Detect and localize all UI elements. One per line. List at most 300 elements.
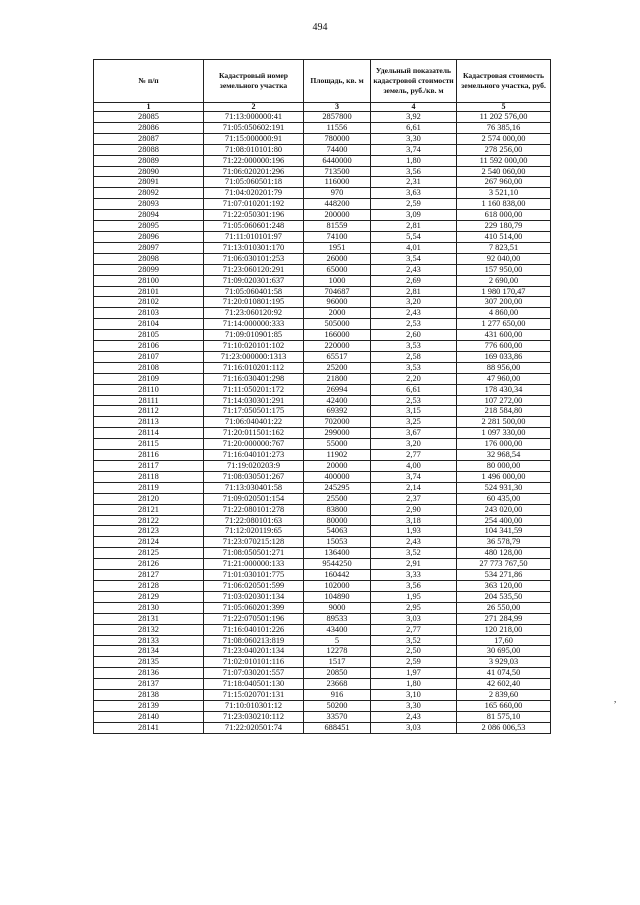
table-row <box>94 439 551 450</box>
cell-specific-value: 3,54 <box>371 253 457 264</box>
cell-cadastral-value: 307 200,00 <box>457 297 551 308</box>
cell-specific-value: 1,80 <box>371 679 457 690</box>
cell-specific-value: 2,59 <box>371 199 457 210</box>
cell-specific-value: 3,53 <box>371 362 457 373</box>
cell-row-number: 28140 <box>94 711 204 722</box>
cell-row-number: 28113 <box>94 417 204 428</box>
cell-specific-value: 3,18 <box>371 515 457 526</box>
header-row-number: № п/п <box>94 60 204 103</box>
cell-cadastral-number: 71:19:020203:9 <box>204 461 304 472</box>
cell-cadastral-number: 71:22:050301:196 <box>204 210 304 221</box>
table-row <box>94 122 551 133</box>
cell-cadastral-value: 1 496 000,00 <box>457 471 551 482</box>
cell-area: 9544250 <box>304 559 371 570</box>
cell-row-number: 28139 <box>94 700 204 711</box>
cell-cadastral-value: 3 521,10 <box>457 188 551 199</box>
cell-specific-value: 2,43 <box>371 537 457 548</box>
table-row <box>94 711 551 722</box>
column-number-5: 5 <box>457 103 551 112</box>
cell-row-number: 28122 <box>94 515 204 526</box>
cell-specific-value: 1,95 <box>371 591 457 602</box>
cell-specific-value: 3,15 <box>371 406 457 417</box>
cell-row-number: 28085 <box>94 112 204 123</box>
cell-row-number: 28115 <box>94 439 204 450</box>
cell-row-number: 28098 <box>94 253 204 264</box>
cell-cadastral-number: 71:09:020501:154 <box>204 493 304 504</box>
cell-specific-value: 3,03 <box>371 613 457 624</box>
cell-row-number: 28120 <box>94 493 204 504</box>
cell-area: 780000 <box>304 133 371 144</box>
cell-cadastral-value: 7 823,51 <box>457 242 551 253</box>
cell-cadastral-number: 71:22:080101:278 <box>204 504 304 515</box>
cell-row-number: 28086 <box>94 122 204 133</box>
table-row <box>94 253 551 264</box>
cell-specific-value: 3,53 <box>371 341 457 352</box>
cell-cadastral-value: 267 960,00 <box>457 177 551 188</box>
cell-area: 80000 <box>304 515 371 526</box>
cell-area: 26994 <box>304 384 371 395</box>
cell-cadastral-value: 218 584,80 <box>457 406 551 417</box>
cell-specific-value: 6,61 <box>371 122 457 133</box>
cell-specific-value: 2,53 <box>371 395 457 406</box>
cell-area: 245295 <box>304 482 371 493</box>
cell-area: 11556 <box>304 122 371 133</box>
cell-specific-value: 3,20 <box>371 439 457 450</box>
table-row <box>94 406 551 417</box>
table-column-numbers-row <box>94 103 551 112</box>
cell-cadastral-value: 36 578,79 <box>457 537 551 548</box>
cadastral-value-table <box>93 59 551 734</box>
cell-cadastral-number: 71:23:060120:92 <box>204 308 304 319</box>
cell-cadastral-number: 71:15:020701:131 <box>204 690 304 701</box>
table-row <box>94 373 551 384</box>
cell-cadastral-value: 278 256,00 <box>457 144 551 155</box>
cell-row-number: 28107 <box>94 351 204 362</box>
table-row <box>94 722 551 733</box>
cell-specific-value: 3,03 <box>371 722 457 733</box>
table-row <box>94 690 551 701</box>
cell-cadastral-number: 71:04:020201:79 <box>204 188 304 199</box>
cell-specific-value: 2,50 <box>371 646 457 657</box>
cell-cadastral-value: 243 020,00 <box>457 504 551 515</box>
table-row <box>94 177 551 188</box>
cell-area: 160442 <box>304 570 371 581</box>
cell-cadastral-value: 1 980 170,47 <box>457 286 551 297</box>
cell-cadastral-value: 2 574 000,00 <box>457 133 551 144</box>
table-row <box>94 286 551 297</box>
column-number-4: 4 <box>371 103 457 112</box>
cell-cadastral-value: 204 535,50 <box>457 591 551 602</box>
cell-area: 89533 <box>304 613 371 624</box>
cell-cadastral-value: 4 860,00 <box>457 308 551 319</box>
cell-specific-value: 3,52 <box>371 548 457 559</box>
header-area: Площадь, кв. м <box>304 60 371 103</box>
cell-cadastral-value: 104 341,59 <box>457 526 551 537</box>
cell-specific-value: 2,90 <box>371 504 457 515</box>
cell-specific-value: 4,01 <box>371 242 457 253</box>
cell-cadastral-value: 363 120,00 <box>457 580 551 591</box>
cell-cadastral-value: 41 074,50 <box>457 668 551 679</box>
cell-row-number: 28092 <box>94 188 204 199</box>
cell-specific-value: 2,53 <box>371 319 457 330</box>
cell-specific-value: 3,92 <box>371 112 457 123</box>
cell-cadastral-number: 71:11:010101:97 <box>204 231 304 242</box>
table-row <box>94 242 551 253</box>
cell-row-number: 28110 <box>94 384 204 395</box>
table-header-row <box>94 60 551 103</box>
cell-row-number: 28100 <box>94 275 204 286</box>
cell-area: 96000 <box>304 297 371 308</box>
cell-area: 136400 <box>304 548 371 559</box>
cell-area: 55000 <box>304 439 371 450</box>
cell-row-number: 28097 <box>94 242 204 253</box>
table-row <box>94 602 551 613</box>
cell-specific-value: 2,77 <box>371 624 457 635</box>
cell-cadastral-number: 71:14:030301:291 <box>204 395 304 406</box>
cell-row-number: 28095 <box>94 221 204 232</box>
cell-specific-value: 2,20 <box>371 373 457 384</box>
cell-area: 713500 <box>304 166 371 177</box>
cell-cadastral-number: 71:13:010301:170 <box>204 242 304 253</box>
cell-specific-value: 4,00 <box>371 461 457 472</box>
table-row <box>94 548 551 559</box>
column-number-1: 1 <box>94 103 204 112</box>
cell-area: 200000 <box>304 210 371 221</box>
cell-row-number: 28103 <box>94 308 204 319</box>
cell-specific-value: 2,59 <box>371 657 457 668</box>
cell-cadastral-value: 229 180,79 <box>457 221 551 232</box>
cell-specific-value: 2,43 <box>371 264 457 275</box>
cell-cadastral-number: 71:09:010901:85 <box>204 330 304 341</box>
cell-area: 6440000 <box>304 155 371 166</box>
cell-row-number: 28091 <box>94 177 204 188</box>
cell-specific-value: 2,43 <box>371 308 457 319</box>
table-row <box>94 515 551 526</box>
cell-row-number: 28105 <box>94 330 204 341</box>
table-row <box>94 635 551 646</box>
table-row <box>94 395 551 406</box>
cell-specific-value: 2,91 <box>371 559 457 570</box>
table-row <box>94 166 551 177</box>
cell-row-number: 28111 <box>94 395 204 406</box>
cell-cadastral-value: 27 773 767,50 <box>457 559 551 570</box>
cell-area: 220000 <box>304 341 371 352</box>
cell-area: 299000 <box>304 428 371 439</box>
cell-row-number: 28112 <box>94 406 204 417</box>
cell-area: 74400 <box>304 144 371 155</box>
cell-cadastral-number: 71:08:030501:267 <box>204 471 304 482</box>
cell-cadastral-value: 2 540 060,00 <box>457 166 551 177</box>
cell-cadastral-number: 71:22:020501:74 <box>204 722 304 733</box>
cell-cadastral-number: 71:10:020101:102 <box>204 341 304 352</box>
cell-area: 15053 <box>304 537 371 548</box>
cell-specific-value: 5,54 <box>371 231 457 242</box>
cell-cadastral-number: 71:16:030401:298 <box>204 373 304 384</box>
cell-specific-value: 2,69 <box>371 275 457 286</box>
cell-row-number: 28141 <box>94 722 204 733</box>
cell-cadastral-value: 2 839,60 <box>457 690 551 701</box>
table-row <box>94 362 551 373</box>
cell-specific-value: 2,37 <box>371 493 457 504</box>
cell-cadastral-value: 11 592 000,00 <box>457 155 551 166</box>
cell-cadastral-number: 71:11:050201:172 <box>204 384 304 395</box>
cell-cadastral-value: 3 929,03 <box>457 657 551 668</box>
cell-row-number: 28090 <box>94 166 204 177</box>
cell-cadastral-number: 71:01:030101:775 <box>204 570 304 581</box>
header-cadastral-value: Кадастровая стоимость земельного участка, руб. <box>457 60 551 103</box>
cell-cadastral-value: 431 600,00 <box>457 330 551 341</box>
cell-cadastral-number: 71:06:020201:296 <box>204 166 304 177</box>
cell-row-number: 28088 <box>94 144 204 155</box>
cell-row-number: 28131 <box>94 613 204 624</box>
table-row <box>94 657 551 668</box>
cell-cadastral-number: 71:20:010801:195 <box>204 297 304 308</box>
table-row <box>94 308 551 319</box>
cell-area: 1951 <box>304 242 371 253</box>
table-row <box>94 112 551 123</box>
cell-area: 83800 <box>304 504 371 515</box>
cell-area: 166000 <box>304 330 371 341</box>
cell-cadastral-value: 81 575,10 <box>457 711 551 722</box>
table-row <box>94 221 551 232</box>
cell-cadastral-number: 71:22:000000:196 <box>204 155 304 166</box>
cell-area: 33570 <box>304 711 371 722</box>
cell-cadastral-number: 71:16:040101:273 <box>204 450 304 461</box>
cell-specific-value: 6,61 <box>371 384 457 395</box>
table-row <box>94 450 551 461</box>
table-row <box>94 275 551 286</box>
table-row <box>94 417 551 428</box>
cell-specific-value: 3,25 <box>371 417 457 428</box>
cell-area: 1000 <box>304 275 371 286</box>
cell-cadastral-value: 271 284,99 <box>457 613 551 624</box>
table-row <box>94 231 551 242</box>
table-row <box>94 428 551 439</box>
cell-row-number: 28118 <box>94 471 204 482</box>
cell-specific-value: 3,09 <box>371 210 457 221</box>
cell-row-number: 28109 <box>94 373 204 384</box>
cell-cadastral-value: 60 435,00 <box>457 493 551 504</box>
table-row <box>94 679 551 690</box>
cell-row-number: 28117 <box>94 461 204 472</box>
header-specific-value: Удельный показатель кадастровой стоимости земель, руб./кв. м <box>371 60 457 103</box>
cell-area: 702000 <box>304 417 371 428</box>
cell-area: 12278 <box>304 646 371 657</box>
table-row <box>94 155 551 166</box>
table-row <box>94 351 551 362</box>
cell-specific-value: 3,33 <box>371 570 457 581</box>
cell-specific-value: 2,14 <box>371 482 457 493</box>
cell-specific-value: 2,60 <box>371 330 457 341</box>
cell-area: 54063 <box>304 526 371 537</box>
cell-cadastral-value: 618 000,00 <box>457 210 551 221</box>
cell-cadastral-number: 71:23:040201:134 <box>204 646 304 657</box>
cell-cadastral-number: 71:15:000000:91 <box>204 133 304 144</box>
cell-cadastral-value: 107 272,00 <box>457 395 551 406</box>
cell-cadastral-number: 71:16:010201:112 <box>204 362 304 373</box>
cell-cadastral-number: 71:07:030201:557 <box>204 668 304 679</box>
cell-cadastral-number: 71:18:040501:130 <box>204 679 304 690</box>
cell-cadastral-value: 254 400,00 <box>457 515 551 526</box>
cell-area: 448200 <box>304 199 371 210</box>
cell-cadastral-value: 26 550,00 <box>457 602 551 613</box>
cell-cadastral-number: 71:05:050602:191 <box>204 122 304 133</box>
cell-area: 970 <box>304 188 371 199</box>
cell-cadastral-value: 410 514,00 <box>457 231 551 242</box>
table-row <box>94 646 551 657</box>
cell-specific-value: 2,81 <box>371 221 457 232</box>
cell-cadastral-value: 169 033,86 <box>457 351 551 362</box>
table-row <box>94 384 551 395</box>
table-row <box>94 297 551 308</box>
cell-cadastral-number: 71:20:000000:767 <box>204 439 304 450</box>
cell-cadastral-number: 71:08:010101:80 <box>204 144 304 155</box>
cell-row-number: 28137 <box>94 679 204 690</box>
cell-cadastral-value: 534 271,86 <box>457 570 551 581</box>
cell-cadastral-number: 71:23:000000:1313 <box>204 351 304 362</box>
table-row <box>94 526 551 537</box>
cell-row-number: 28106 <box>94 341 204 352</box>
cell-area: 69392 <box>304 406 371 417</box>
cell-area: 1517 <box>304 657 371 668</box>
cell-cadastral-number: 71:17:050501:175 <box>204 406 304 417</box>
cell-cadastral-value: 47 960,00 <box>457 373 551 384</box>
cell-cadastral-number: 71:06:020501:599 <box>204 580 304 591</box>
cell-area: 74100 <box>304 231 371 242</box>
cell-cadastral-number: 71:22:080101:63 <box>204 515 304 526</box>
cell-row-number: 28129 <box>94 591 204 602</box>
column-number-3: 3 <box>304 103 371 112</box>
cell-row-number: 28096 <box>94 231 204 242</box>
cell-area: 43400 <box>304 624 371 635</box>
cell-cadastral-number: 71:13:030401:58 <box>204 482 304 493</box>
cell-area: 21800 <box>304 373 371 384</box>
cell-area: 25500 <box>304 493 371 504</box>
table-row <box>94 319 551 330</box>
cell-area: 26000 <box>304 253 371 264</box>
table-row <box>94 668 551 679</box>
cell-specific-value: 1,93 <box>371 526 457 537</box>
cell-area: 20850 <box>304 668 371 679</box>
cell-row-number: 28099 <box>94 264 204 275</box>
table-row <box>94 504 551 515</box>
cell-cadastral-value: 165 660,00 <box>457 700 551 711</box>
cell-row-number: 28133 <box>94 635 204 646</box>
cell-area: 688451 <box>304 722 371 733</box>
cell-cadastral-value: 2 690,00 <box>457 275 551 286</box>
cell-row-number: 28128 <box>94 580 204 591</box>
cell-row-number: 28108 <box>94 362 204 373</box>
cell-cadastral-value: 2 086 006,53 <box>457 722 551 733</box>
cell-cadastral-number: 71:13:000000:41 <box>204 112 304 123</box>
cell-cadastral-number: 71:21:000000:133 <box>204 559 304 570</box>
table-row <box>94 341 551 352</box>
cell-cadastral-value: 120 218,00 <box>457 624 551 635</box>
cell-cadastral-value: 157 950,00 <box>457 264 551 275</box>
cell-specific-value: 1,97 <box>371 668 457 679</box>
cell-row-number: 28116 <box>94 450 204 461</box>
cell-cadastral-value: 2 281 500,00 <box>457 417 551 428</box>
cell-cadastral-value: 11 202 576,00 <box>457 112 551 123</box>
cell-row-number: 28104 <box>94 319 204 330</box>
cell-row-number: 28119 <box>94 482 204 493</box>
cell-row-number: 28121 <box>94 504 204 515</box>
cell-area: 102000 <box>304 580 371 591</box>
cell-area: 505000 <box>304 319 371 330</box>
cell-area: 81559 <box>304 221 371 232</box>
cell-cadastral-value: 17,60 <box>457 635 551 646</box>
cell-area: 104890 <box>304 591 371 602</box>
cell-specific-value: 3,67 <box>371 428 457 439</box>
cell-area: 5 <box>304 635 371 646</box>
column-number-2: 2 <box>204 103 304 112</box>
table-row <box>94 570 551 581</box>
table-row <box>94 482 551 493</box>
cell-cadastral-value: 32 968,54 <box>457 450 551 461</box>
cell-row-number: 28132 <box>94 624 204 635</box>
cell-row-number: 28138 <box>94 690 204 701</box>
table-row <box>94 493 551 504</box>
cell-row-number: 28126 <box>94 559 204 570</box>
cell-specific-value: 2,95 <box>371 602 457 613</box>
cell-cadastral-number: 71:08:060213:819 <box>204 635 304 646</box>
cell-cadastral-number: 71:20:011501:162 <box>204 428 304 439</box>
table-row <box>94 537 551 548</box>
cell-area: 25200 <box>304 362 371 373</box>
cell-row-number: 28124 <box>94 537 204 548</box>
cell-row-number: 28101 <box>94 286 204 297</box>
cell-area: 65517 <box>304 351 371 362</box>
cell-cadastral-value: 524 931,30 <box>457 482 551 493</box>
cell-cadastral-number: 71:23:030210:112 <box>204 711 304 722</box>
cell-cadastral-value: 776 600,00 <box>457 341 551 352</box>
cell-area: 400000 <box>304 471 371 482</box>
cell-specific-value: 3,30 <box>371 133 457 144</box>
table-row <box>94 199 551 210</box>
cell-row-number: 28127 <box>94 570 204 581</box>
table-row <box>94 624 551 635</box>
cell-cadastral-number: 71:05:060501:18 <box>204 177 304 188</box>
table-row <box>94 591 551 602</box>
cell-area: 11902 <box>304 450 371 461</box>
cell-cadastral-number: 71:16:040101:226 <box>204 624 304 635</box>
cell-area: 65000 <box>304 264 371 275</box>
cell-cadastral-value: 80 000,00 <box>457 461 551 472</box>
table-row <box>94 580 551 591</box>
cell-row-number: 28093 <box>94 199 204 210</box>
cell-cadastral-number: 71:05:060401:58 <box>204 286 304 297</box>
cell-specific-value: 2,58 <box>371 351 457 362</box>
cell-cadastral-number: 71:23:060120:291 <box>204 264 304 275</box>
cell-cadastral-number: 71:07:010201:192 <box>204 199 304 210</box>
cell-cadastral-value: 30 695,00 <box>457 646 551 657</box>
cell-cadastral-value: 1 160 838,00 <box>457 199 551 210</box>
table-row <box>94 461 551 472</box>
cell-specific-value: 3,10 <box>371 690 457 701</box>
cell-row-number: 28125 <box>94 548 204 559</box>
cell-row-number: 28102 <box>94 297 204 308</box>
table-row <box>94 700 551 711</box>
table-row <box>94 133 551 144</box>
cell-cadastral-number: 71:10:010301:12 <box>204 700 304 711</box>
cell-specific-value: 2,31 <box>371 177 457 188</box>
cell-area: 2000 <box>304 308 371 319</box>
table-row <box>94 144 551 155</box>
cell-cadastral-number: 71:08:050501:271 <box>204 548 304 559</box>
cell-cadastral-value: 178 430,34 <box>457 384 551 395</box>
cell-cadastral-number: 71:22:070501:196 <box>204 613 304 624</box>
cell-cadastral-value: 1 097 330,00 <box>457 428 551 439</box>
